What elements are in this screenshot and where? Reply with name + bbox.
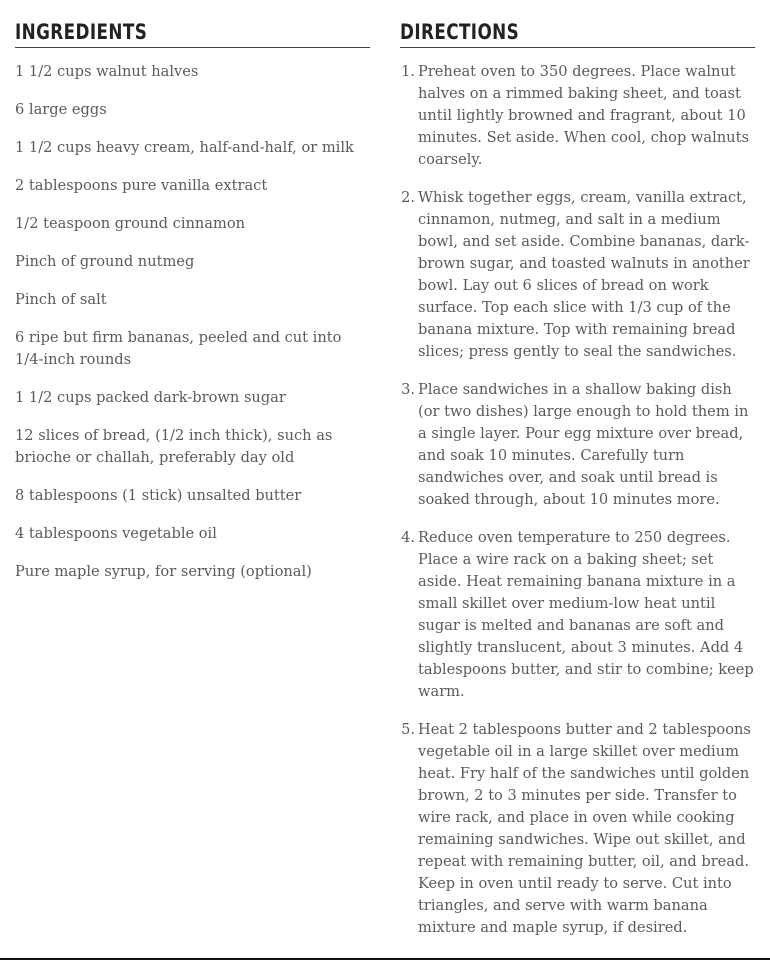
direction-step xyxy=(400,187,755,363)
step-text: Preheat oven to 350 degrees. Place walnut halves on a rimmed baking sheet, and toast until lightly browned and fragrant, about 10 minutes. Set aside. When cool, chop walnuts coarsely. xyxy=(418,63,749,168)
ingredient-item: 8 tablespoons (1 stick) unsalted butter xyxy=(15,487,302,504)
ingredient-item: 1/2 teaspoon ground cinnamon xyxy=(15,215,246,232)
directions-heading: DIRECTIONS xyxy=(400,18,755,48)
ingredient-item: Pure maple syrup, for serving (optional) xyxy=(15,563,312,580)
ingredient-item: Pinch of salt xyxy=(15,291,107,308)
ingredient-item: 1 1/2 cups heavy cream, half-and-half, or milk xyxy=(15,139,354,156)
step-text: Whisk together eggs, cream, vanilla extract, cinnamon, nutmeg, and salt in a medium bowl, and set aside. Combine bananas, dark-brown sugar, and toasted walnuts in another bowl. Lay out 6 slices of bread on work surface. Top each slice with 1/3 cup of the banana mixture. Top with remaining bread slices; press gently to seal the sandwiches. xyxy=(418,189,750,360)
ingredient-item: 4 tablespoons vegetable oil xyxy=(15,525,217,542)
ingredient-item: Pinch of ground nutmeg xyxy=(15,253,195,270)
ingredients-heading: INGREDIENTS xyxy=(15,18,370,48)
direction-step xyxy=(400,61,755,171)
step-number: 2. xyxy=(401,189,415,206)
direction-step xyxy=(400,719,755,939)
ingredient-item: 12 slices of bread, (1/2 inch thick), such as brioche or challah, preferably day old xyxy=(15,427,333,466)
step-text: Heat 2 tablespoons butter and 2 tablespoons vegetable oil in a large skillet over medium heat. Fry half of the sandwiches until golden brown, 2 to 3 minutes per side. Transfer to wire rack, and place in oven while cooking remaining sandwiches. Wipe out skillet, and repeat with remaining butter, oil, and bread. Keep in oven until ready to serve. Cut into triangles, and serve with warm banana mixture and maple syrup, if desired. xyxy=(418,721,751,936)
step-number: 4. xyxy=(401,529,415,546)
directions-list xyxy=(400,61,755,939)
directions-section xyxy=(400,18,755,955)
ingredient-item: 2 tablespoons pure vanilla extract xyxy=(15,177,268,194)
direction-step xyxy=(400,379,755,511)
direction-step xyxy=(400,527,755,703)
step-number: 5. xyxy=(401,721,415,738)
ingredient-item: 1 1/2 cups walnut halves xyxy=(15,63,199,80)
step-text: Place sandwiches in a shallow baking dish (or two dishes) large enough to hold them in a single layer. Pour egg mixture over bread, and soak 10 minutes. Carefully turn sandwiches over, and soak until bread is soaked through, about 10 minutes more. xyxy=(418,381,749,508)
step-number: 3. xyxy=(401,381,415,398)
ingredient-item: 6 ripe but firm bananas, peeled and cut into 1/4-inch rounds xyxy=(15,329,342,368)
ingredient-item: 6 large eggs xyxy=(15,101,107,118)
ingredients-section xyxy=(15,18,370,599)
step-text: Reduce oven temperature to 250 degrees. Place a wire rack on a baking sheet; set aside. Heat remaining banana mixture in a small skillet over medium-low heat until sugar is melted and bananas are soft and slightly translucent, about 3 minutes. Add 4 tablespoons butter, and stir to combine; keep warm. xyxy=(418,529,754,700)
ingredient-item: 1 1/2 cups packed dark-brown sugar xyxy=(15,389,286,406)
ingredients-list xyxy=(15,61,370,583)
step-number: 1. xyxy=(401,63,415,80)
